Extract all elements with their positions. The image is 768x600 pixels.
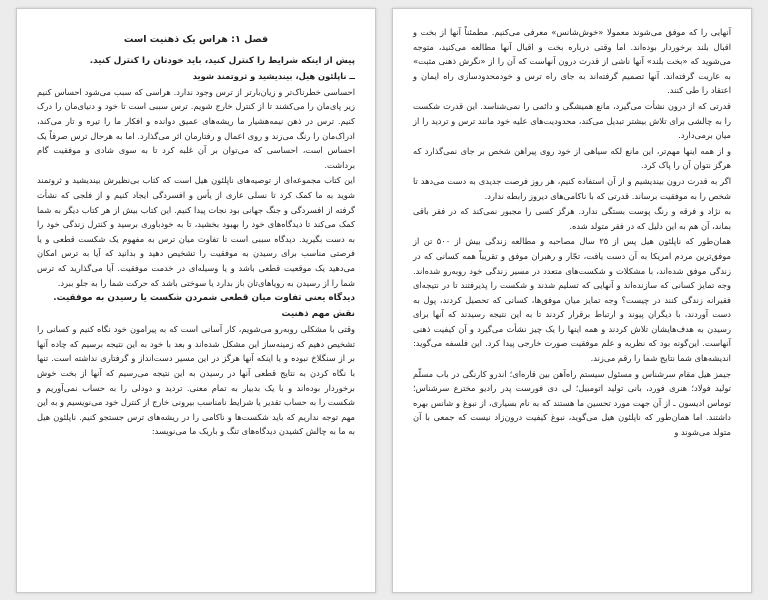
paragraph: آنهایی را که موفق می‌شوند معمولا «خوش‌شانس» معرفی می‌کنیم. مطمئناً آنها از بخت و اقبال بلند برخوردار بوده‌اند. اما وقتی درباره بخت و اقبال آنها مطالعه می‌کنید، متوجه می‌شوید که «بخت بلند» آنها ناشی از قدرت درون آنهاست که آن را از «نگرش ذهنی مثبت» به عاریت گرفته‌اند. آنها تصمیم گرفته‌اند به جای راه ترس و خودمحدودسازی راه ایمان و اعتقاد را طی کنند. [413, 27, 731, 96]
paragraph: اگر به قدرت درون بیندیشیم و از آن استفاده کنیم، هر روز فرصت جدیدی به دست می‌دهد تا شخص را به موفقیت برساند. قدرتی که با ناکامی‌های دیروز رابطه ندارد. [413, 175, 731, 201]
left-page-content [37, 33, 355, 439]
paragraph: وقتی با مشکلی روبه‌رو می‌شویم، کار آسانی است که به پیرامون خود نگاه کنیم و کسانی را تشخیص دهیم که زمینه‌ساز این مشکل شده‌اند و بعد با خود به این نتیجه برسیم که چاده آنها بر از سنگلاخ نبوده و یا اینکه آنها هرگز در این مسیر دست‌انداز و گرفتاری نداشته است. تنها با نگاه کردن به نتایج قطعی آنها در رسیدن به این نتیجه می‌رسیم که آنها از بخت خوش برخوردار بوده‌اند و با یک بدبیار به تمام معنی. تردید و دودلی را به حساب نمی‌آوریم و شکست را به حساب تقدیر یا شرایط نامناسب بیرونی خارج از کنترل خود می‌نویسیم و به این مهم توجه نداریم که باید شکست‌ها و ناکامی را در ریشه‌های ترس جستجو کنیم. ناپلئون هیل به ما به چالش کشیدن دیدگاه‌های تنگ و باریک ما می‌نویسد: [37, 324, 355, 437]
right-page-content [413, 25, 731, 440]
chapter-title: فصل ۱: هراس یک ذهنیت است [123, 34, 269, 45]
right-page [392, 8, 752, 593]
paragraph: احساسی خطرناک‌تر و زیان‌بارتر از ترس وجود ندارد. هراسی که سبب می‌شود احساس کنیم زیر پای‌مان را می‌کشند تا از کنترل خارج شویم. ترس سببی است تا خود و دنیای‌مان را درک کنیم. ترس در ذهن نیمه‌هشیار ما ریشه‌های عمیق دوانده و افکار ما را تیره و تار می‌کند، ادراک‌مان را رنگ می‌زند و روی اعمال و رفتارمان اثر می‌گذارد. اما به هرحال ترس صرفاً یک احساس است، احساسی که می‌توان بر آن غلبه کرد تا به سوی شادی و موفقیت گام برداشت. [37, 86, 355, 170]
left-page [16, 8, 376, 593]
paragraph: قدرتی که از درون نشأت می‌گیرد، مانع همیشگی و دائمی را نمی‌شناسد. این قدرت شکست را به چالشی برای تلاش بیشتر تبدیل می‌کند، محدودیت‌های علیه خود مانند ترس و تردید را از میان برمی‌دارد. [413, 100, 731, 141]
section-heading: پیش از اینکه شرایط را کنترل کنید، باید خودتان را کنترل کنید. [89, 55, 355, 66]
paragraph: همان‌طور که ناپلئون هیل پس از ۲۵ سال مصاحبه و مطالعه زندگی بیش از ۵۰۰ تن از موفق‌ترین مردم امریکا به آن دست یافت، تجّار و رهبران موفق و تقریباً همه کسانی که در زندگی موفق شده‌اند، با مشکلات و شکست‌های متعدد در مسیر زندگی خود روبه‌رو شده‌اند. وجه تمایز کسانی که سازنده‌اند و آنهایی که تسلیم شدند و شکست را پذیرفتند تا در نتیجه‌ای فقیرانه زندگی کنند در چیست؟ وجه تمایز میان موفق‌ها، کسانی که تحصیل کردند، پول به دست آوردند، با دیگران پیوند و ارتباط برقرار کردند تا به این نتیجه رسیدند که آنها برای رسیدن به هدف‌هایشان تلاش کردند و همه اینها را یک چیز نشأت می‌گیرد و آن کیفیت ذهنی آنهاست. این‌گونه بود که نظریه و علم موفقیت صورت خارجی پیدا کرد. این فلسفه می‌گوید: اندیشه‌های شما نتایج شما را رقم می‌زند. [413, 236, 731, 364]
paragraph: این کتاب مجموعه‌ای از توصیه‌های ناپلئون هیل است که کتاب بی‌نظیرش بیندیشید و ثروتمند شوید به ما کمک کرد تا نسلی عاری از یأس و افسردگی ایجاد کنیم و از فلجی که نشأت گرفته از افسردگی و جنگ جهانی بود نجات پیدا کنیم. این کتاب بیش از هر کتاب دیگر به شما کمک می‌کند تا دیدگاه‌های خود را بهبود بخشید، تا به خودباوری برسید و کنترل زندگی خود را به دست بگیرید. دیدگاه سببی است تا تفاوت میان ترس به مفهوم یک شکست قطعی و یا فرصتی مناسب برای رسیدن به موفقیت را تشخیص دهید و بدانید که آیا به ترس امکان می‌دهید یک موقعیت قطعی باشد و یا وسیله‌ای در خدمت موفقیت. آیا می‌گذارید که ترس شما را از رسیدن به رویاهای‌تان باز بدارد یا سوختی باشد که حرکت شما را به جلو ببرد. [37, 175, 355, 288]
paragraph: و از همه اینها مهم‌تر، این مانع لکه سیاهی از خود روی پیراهن شخص بر جای نمی‌گذارد که هرگز نتوان آن را پاک کرد. [413, 145, 731, 171]
emphasis-heading: دیدگاه یعنی تفاوت میان قطعی شمردن شکست یا رسیدن به موفقیت. [53, 293, 355, 304]
paragraph: جیمز هیل مقام سرشناس و مسئول سیستم راه‌آهن بین قاره‌ای؛ اندرو کارنگی در باب مسلّم تولید فولاد؛ هنری فورد، بانی تولید اتومبیل؛ لی دی فورست پدر رادیو مخترع سرشناس؛ توماس ادیسون ـ از آن جهت مورد تحسین ما هستند که به نام بسیاری، از نبوغ و شانس بهره داشتند. اما همان‌طور که ناپلئون هیل می‌گوید، نبوغ کیفیت درون‌زاد نیست که جمعی با آن متولد می‌شوند و [413, 368, 731, 438]
quote-attribution: ــ ناپلئون هیل، بیندیشید و ثروتمند شوید [192, 71, 355, 82]
subsection-heading: نقش مهم ذهنیت [281, 308, 355, 319]
paragraph: به نژاد و فرقه و رنگ پوست بستگی ندارد. هرگز کسی را مجبور نمی‌کند که در فقر باقی بماند، آن هم به این دلیل که در فقر متولد شده. [413, 206, 731, 231]
